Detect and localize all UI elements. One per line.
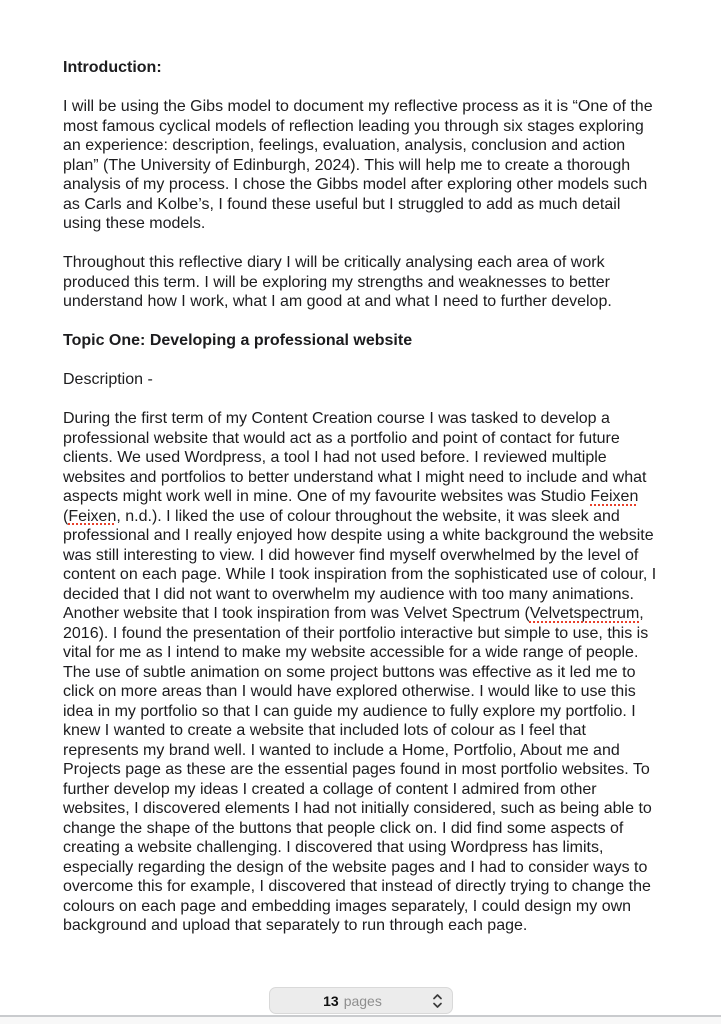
description-text-run: , n.d.). I liked the use of colour throughout the website, it was sleek and professional and I really enjoyed how despite using a white background the website was still interesting to view. I did however find myself overwhelmed by the level of content on each page. While I took inspiration from the sophisticated use of colour, I decided that I did not want to overwhelm my audience with too many animations. Another website that I took inspiration from was Velvet Spectrum ( <box>63 507 657 622</box>
page-bottom-divider <box>0 1015 721 1024</box>
description-label: Description - <box>63 371 153 388</box>
misspelled-word-feixen: Feixen <box>590 488 639 505</box>
document-page <box>63 58 657 955</box>
intro-paragraph: I will be using the Gibs model to document my reflective process as it is “One of the most famous cyclical models of reflection leading you through six stages exploring an experience: description, feelings, evaluation, analysis, conclusion and action plan” (The University of Edinburgh, 2024). This will help me to create a thorough analysis of my process. I chose the Gibbs model after exploring other models such as Carls and Kolbe’s, I found these useful but I struggled to add as much detail using these models. <box>63 98 653 232</box>
misspelled-word-feixen-citation: Feixen <box>68 507 117 525</box>
intro-heading: Introduction: <box>63 59 162 76</box>
description-text-run: During the first term of my Content Creation course I was tasked to develop a professional website that would act as a portfolio and point of contact for future clients. We used Wordpress, a tool I had not used before. I reviewed multiple websites and portfolios to better understand what I might need to include and what aspects might work well in mine. One of my favourite websites was Studio <box>63 410 647 505</box>
page-footer <box>0 987 721 1014</box>
page-count-selector[interactable] <box>269 987 453 1014</box>
description-text-run: ( <box>63 507 69 525</box>
description-paragraph <box>63 409 657 936</box>
misspelled-word-velvetspectrum: Velvetspectrum <box>529 605 640 622</box>
up-down-chevrons-icon <box>432 992 443 1009</box>
topic-one-heading: Topic One: Developing a professional website <box>63 332 413 349</box>
page-count-value: 13 <box>323 992 339 1009</box>
description-text-run: , 2016). I found the presentation of their portfolio interactive but simple to use, this is vital for me as I intend to make my website accessible for a wide range of people. The use of subtle animation on some project buttons was effective as it led me to click on more areas than I would have explored otherwise. I would like to use this idea in my portfolio so that I can guide my audience to fully explore my portfolio. I knew I wanted to create a website that included lots of colour as I feel that represents my brand well. I wanted to include a Home, Portfolio, About me and Projects page as these are the essential pages found in most portfolio websites. To further develop my ideas I created a collage of content I admired from other websites, I discovered elements I had not initially considered, such as being able to change the shape of the buttons that people click on. I did find some aspects of creating a website challenging. I discovered that using Wordpress has limits, especially regarding the design of the website pages and I had to consider ways to overcome this for example, I discovered that instead of directly trying to change the colours on each page and embedding images separately, I could design my own background and upload that separately to run through each page. <box>63 605 652 934</box>
page-count-unit: pages <box>343 992 382 1009</box>
overview-paragraph: Throughout this reflective diary I will be critically analysing each area of work produced this term. I will be exploring my strengths and weaknesses to better understand how I work, what I am good at and what I need to further develop. <box>63 254 612 310</box>
